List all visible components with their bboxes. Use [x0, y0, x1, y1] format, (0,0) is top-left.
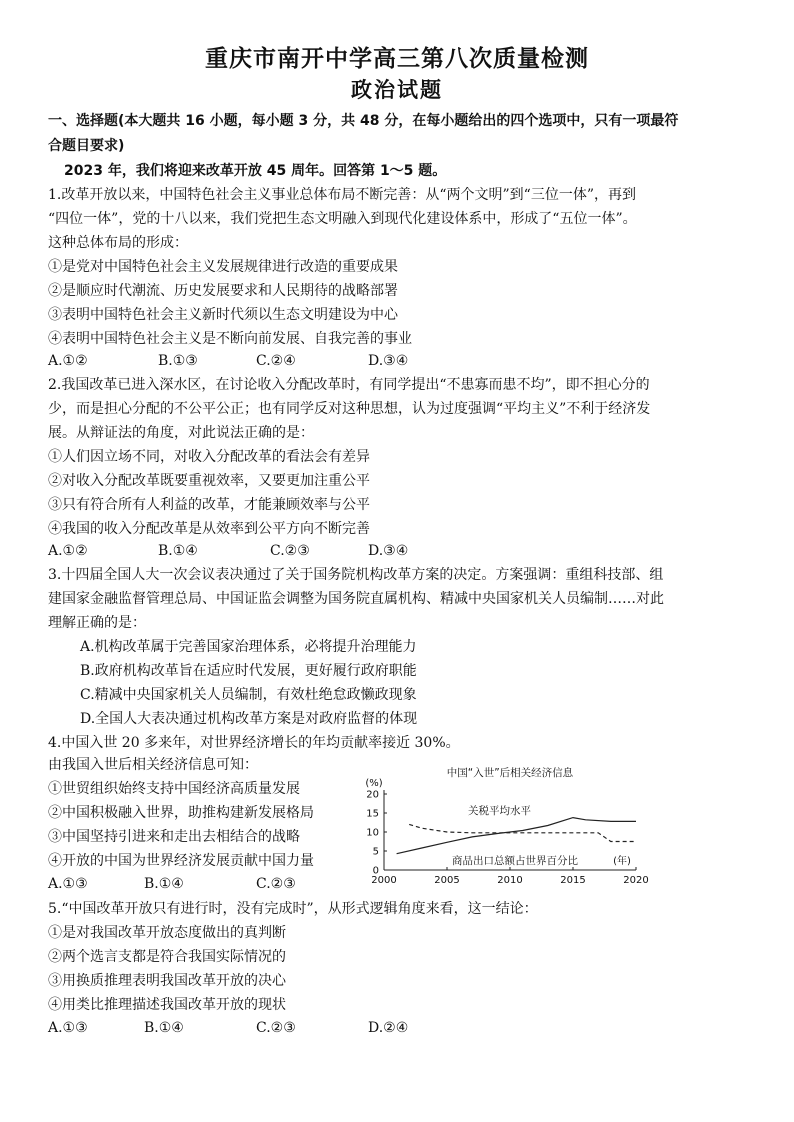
chart-x-tick-label: 2015 — [560, 875, 586, 886]
chart-x-tick-label: 2000 — [371, 875, 397, 886]
q1-option-c[interactable]: C.②④ — [256, 353, 296, 369]
q2-option-a[interactable]: A.①② — [48, 543, 88, 559]
q4-item-3: ③中国坚持引进来和走出去相结合的战略 — [48, 829, 300, 845]
q5-option-b[interactable]: B.①④ — [144, 1020, 184, 1036]
q4-item-2: ②中国积极融入世界，助推构建新发展格局 — [48, 805, 314, 821]
chart-series-label-tariff: 关税平均水平 — [468, 805, 531, 817]
q3-stem-line2: 建国家金融监督管理总局、中国证监会调整为国务院直属机构、精减中央国家机关人员编制……对此 — [48, 591, 664, 607]
q4-stem-line2: 由我国入世后相关经济信息可知： — [48, 757, 258, 773]
q4-chart — [360, 760, 660, 900]
chart-y-tick-label: 5 — [372, 846, 379, 858]
q1-item-3: ③表明中国特色社会主义新时代须以生态文明建设为中心 — [48, 307, 398, 323]
q4-option-c[interactable]: C.②③ — [256, 876, 296, 892]
chart-x-tick-label: 2010 — [497, 875, 523, 886]
q1-option-a[interactable]: A.①② — [48, 353, 88, 369]
chart-series-label-export: 商品出口总额占世界百分比 — [452, 855, 578, 867]
q1-item-4: ④表明中国特色社会主义是不断向前发展、自我完善的事业 — [48, 331, 412, 347]
q5-stem: 5.“中国改革开放只有进行时，没有完成时”，从形式逻辑角度来看，这一结论： — [48, 901, 538, 917]
chart-ylabel: (%) — [365, 778, 383, 789]
q4-item-1: ①世贸组织始终支持中国经济高质量发展 — [48, 781, 300, 797]
chart-xlabel: (年) — [613, 856, 631, 867]
q5-item-3: ③用换质推理表明我国改革开放的决心 — [48, 973, 286, 989]
q3-choice-c[interactable]: C.精减中央国家机关人员编制，有效杜绝怠政懒政现象 — [80, 687, 417, 703]
q3-stem-line1: 3.十四届全国人大一次会议表决通过了关于国务院机构改革方案的决定。方案强调：重组科技部、组 — [48, 567, 664, 583]
q2-stem-line2: 少，而是担心分配的不公平公正；也有同学反对这种思想，认为过度强调“平均主义”不利于经济发 — [48, 401, 651, 417]
q2-item-1: ①人们因立场不同，对收入分配改革的看法会有差异 — [48, 449, 370, 465]
q5-item-4: ④用类比推理描述我国改革开放的现状 — [48, 997, 286, 1013]
q5-option-a[interactable]: A.①③ — [48, 1020, 88, 1036]
q2-option-d[interactable]: D.③④ — [368, 543, 409, 559]
q2-option-c[interactable]: C.②③ — [270, 543, 310, 559]
q2-item-4: ④我国的收入分配改革是从效率到公平方向不断完善 — [48, 521, 370, 537]
q1-item-1: ①是党对中国特色社会主义发展规律进行改造的重要成果 — [48, 259, 398, 275]
q2-stem-line3: 展。从辩证法的角度，对此说法正确的是： — [48, 425, 314, 441]
q1-stem-line3: 这种总体布局的形成： — [48, 235, 188, 251]
q5-item-2: ②两个选言支都是符合我国实际情况的 — [48, 949, 286, 965]
chart-series-export-line — [397, 818, 636, 854]
chart-y-tick-label: 0 — [372, 865, 379, 877]
q2-item-2: ②对收入分配改革既要重视效率，又要更加注重公平 — [48, 473, 370, 489]
q4-stem-line1: 4.中国入世 20 多来年，对世界经济增长的年均贡献率接近 30%。 — [48, 735, 460, 751]
chart-y-tick-label: 10 — [366, 827, 379, 839]
section-intro: 2023 年，我们将迎来改革开放 45 周年。回答第 1～5 题。 — [64, 163, 447, 179]
q3-choice-d[interactable]: D.全国人大表决通过机构改革方案是对政府监督的体现 — [80, 711, 418, 727]
section-heading-line1: 一、选择题(本大题共 16 小题，每小题 3 分，共 48 分，在每小题给出的四个选项中，只有一项最符 — [48, 113, 679, 129]
q1-option-b[interactable]: B.①③ — [158, 353, 198, 369]
school-title: 重庆市南开中学高三第八次质量检测 — [205, 46, 589, 72]
q4-option-b[interactable]: B.①④ — [144, 876, 184, 892]
chart-title: 中国“入世”后相关经济信息 — [446, 767, 574, 779]
q5-option-d[interactable]: D.②④ — [368, 1020, 409, 1036]
q4-option-a[interactable]: A.①③ — [48, 876, 88, 892]
q2-stem-line1: 2.我国改革已进入深水区，在讨论收入分配改革时，有同学提出“不患寡而患不均”，即不担心分的 — [48, 377, 650, 393]
section-heading-line2: 合题目要求) — [48, 138, 125, 154]
q1-item-2: ②是顺应时代潮流、历史发展要求和人民期待的战略部署 — [48, 283, 398, 299]
chart-series-tariff-line — [409, 824, 636, 841]
chart-y-tick-label: 15 — [366, 808, 379, 820]
q5-option-c[interactable]: C.②③ — [256, 1020, 296, 1036]
chart-x-tick-label: 2020 — [623, 875, 649, 886]
q1-stem-line2: “四位一体”，党的十八以来，我们党把生态文明融入到现代化建设体系中，形成了“五位一体”。 — [48, 211, 637, 227]
q3-choice-a[interactable]: A.机构改革属于完善国家治理体系，必将提升治理能力 — [80, 639, 417, 655]
subject-title: 政治试题 — [351, 78, 443, 102]
chart-x-tick-label: 2005 — [434, 875, 460, 886]
q2-item-3: ③只有符合所有人利益的改革，才能兼顾效率与公平 — [48, 497, 370, 513]
q3-choice-b[interactable]: B.政府机构改革旨在适应时代发展，更好履行政府职能 — [80, 663, 417, 679]
q1-stem-line1: 1.改革开放以来，中国特色社会主义事业总体布局不断完善：从“两个文明”到“三位一体”，再到 — [48, 187, 636, 203]
q2-option-b[interactable]: B.①④ — [158, 543, 198, 559]
chart-y-tick-label: 20 — [366, 789, 379, 801]
q5-item-1: ①是对我国改革开放态度做出的真判断 — [48, 925, 286, 941]
q3-stem-line3: 理解正确的是： — [48, 615, 146, 631]
q1-option-d[interactable]: D.③④ — [368, 353, 409, 369]
q4-item-4: ④开放的中国为世界经济发展贡献中国力量 — [48, 853, 314, 869]
